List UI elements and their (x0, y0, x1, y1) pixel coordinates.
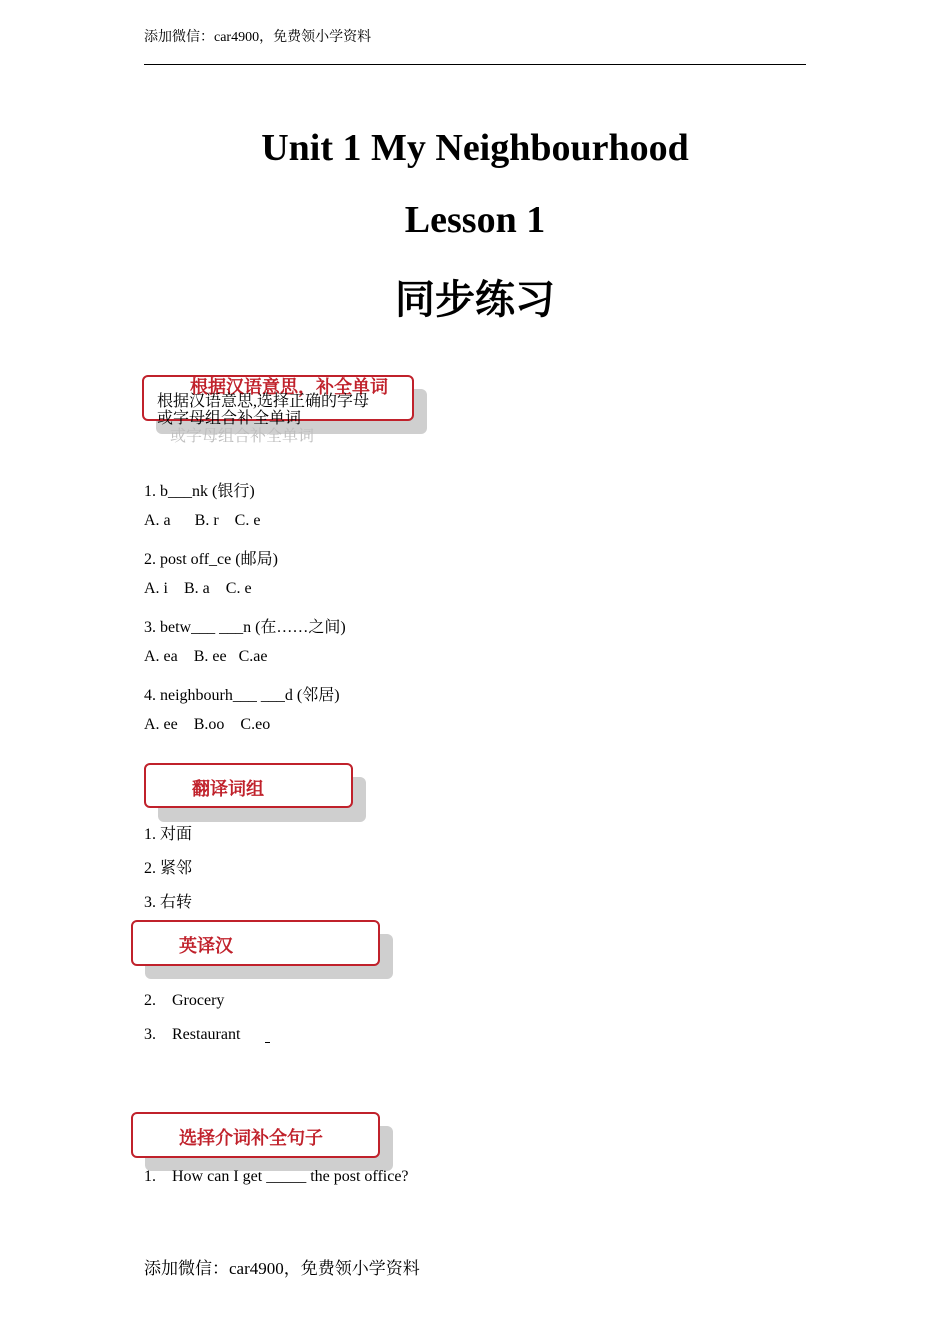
e2c-word: Grocery (172, 992, 225, 1009)
answer-blank-mark (265, 1042, 270, 1043)
e2c-item-3 (144, 1026, 240, 1044)
preposition-item-1 (144, 1168, 409, 1186)
phrase-item-1: 1. 对面 (144, 826, 193, 843)
phrase-item-2: 2. 紧邻 (144, 860, 193, 877)
section-translate-phrases-header (144, 763, 368, 823)
fill-options-1: A. a B. r C. e (144, 512, 261, 529)
section-heading: 翻译词组 (192, 779, 264, 800)
header-rule (144, 64, 806, 65)
footer-note: 添加微信：car4900，免费领小学资料 (144, 1259, 420, 1278)
e2c-number: 3. (144, 1026, 156, 1043)
fill-question-1: 1. b___nk (银行) (144, 483, 255, 500)
preposition-number: 1. (144, 1168, 156, 1185)
fill-options-3: A. ea B. ee C.ae (144, 648, 268, 665)
section-instruction-line1: 根据汉语意思,选择正确的字母 (157, 393, 370, 410)
fill-question-4: 4. neighbourh___ ___d (邻居) (144, 687, 340, 704)
section-prepositions-header (131, 1112, 395, 1172)
fill-question-3: 3. betw___ ___n (在……之间) (144, 619, 346, 636)
e2c-item-2 (144, 992, 224, 1010)
lesson-title: Lesson 1 (404, 199, 546, 241)
section-instruction-line2: 或字母组合补全单词 (157, 410, 302, 427)
section-fill-words-header (142, 375, 428, 445)
section-heading: 英译汉 (179, 936, 233, 957)
fill-options-4: A. ee B.oo C.eo (144, 716, 271, 733)
e2c-number: 2. (144, 992, 156, 1009)
e2c-word: Restaurant (172, 1026, 241, 1043)
section-heading: 选择介词补全句子 (179, 1128, 323, 1149)
preposition-sentence: How can I get _____ the post office? (172, 1168, 409, 1185)
fill-question-2: 2. post off_ce (邮局) (144, 551, 278, 568)
section-heading: 根据汉语意思，补全单词 (190, 377, 388, 398)
section-box (131, 920, 380, 966)
section-english-to-chinese-header (131, 920, 395, 980)
practice-title: 同步练习 (395, 277, 555, 323)
fill-options-2: A. i B. a C. e (144, 580, 252, 597)
phrase-item-3: 3. 右转 (144, 894, 193, 911)
header-note: 添加微信：car4900，免费领小学资料 (144, 30, 372, 45)
section-instruction-ghost: 或字母组合补全单词 (170, 428, 315, 445)
unit-title: Unit 1 My Neighbourhood (261, 127, 689, 169)
